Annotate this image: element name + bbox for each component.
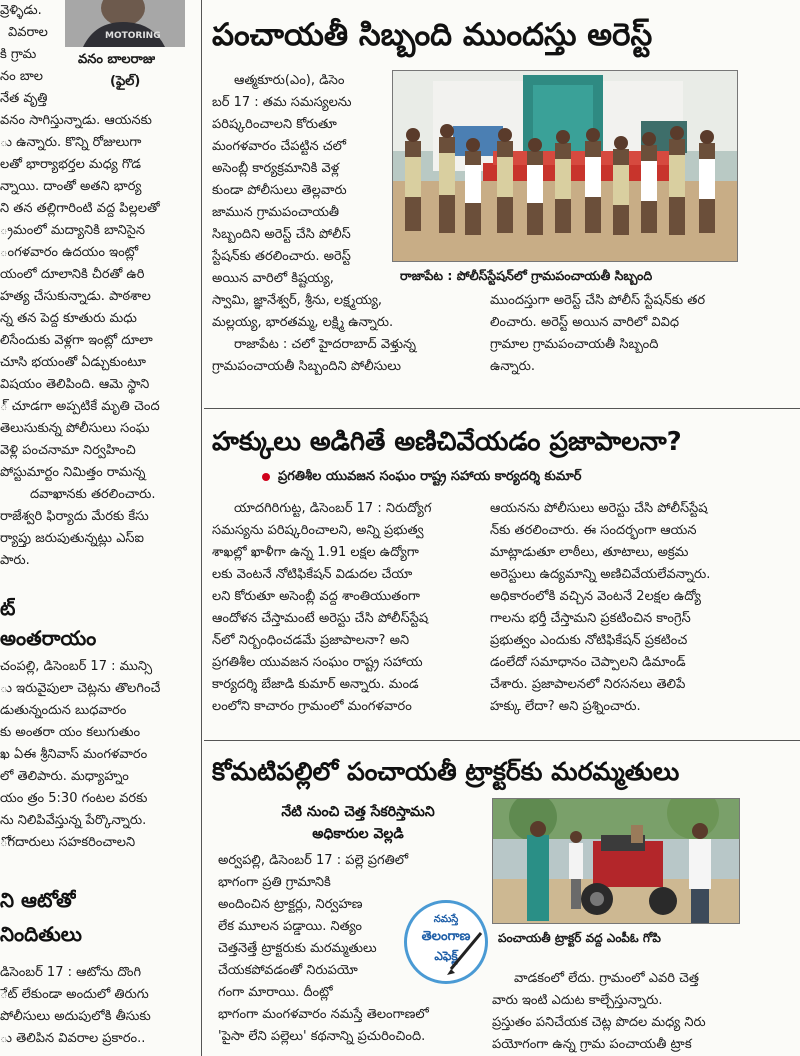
text-line: నేత వృత్తి [0, 91, 48, 106]
story1-body [212, 70, 386, 268]
text-line: లేక మూలన పడ్డాయి. నిత్యం [218, 919, 362, 934]
text-line: సిబ్బందిని అరెస్ట్ చేసి పోలీస్ [212, 227, 351, 242]
story1-headline: పంచాయతీ సిబ్బంది ముందస్తు అరెస్ట్ [212, 17, 653, 53]
text-line: ర్యాప్తు జరుపుతున్నట్లు ఎస్ఐ [0, 531, 145, 546]
text-line: వాడకంలో లేదు. గ్రామంలో ఎవరి చెత్త [514, 971, 700, 986]
text-line: మంగళవారం చేపట్టిన చలో [212, 139, 347, 154]
text-line: శాఖల్లో ఖాళీగా ఉన్న 1.91 లక్షల ఉద్యోగా [212, 545, 419, 560]
text-line: వ్రెళ్ళిడు. [0, 3, 42, 18]
text-line: విషయం తెలిపింది. ఆమె స్థాని [0, 377, 150, 392]
text-line: యం త్రం 5:30 గంటల వరకు [0, 791, 148, 806]
bullet-icon [262, 473, 270, 481]
text-line: అధికారంలోకి వచ్చిన వెంటనే 2లక్షల ఉద్యో [490, 589, 702, 604]
left-sub-heading-1: ట్ [0, 596, 16, 620]
text-line: లించారు. అరెస్ట్ అయిన వారిలో వివిధ [490, 315, 680, 330]
text-line: స్వామి, జ్ఞానేశ్వర్, శ్రీను, లక్ష్మయ్య, [212, 293, 383, 308]
text-line: ఆయనను పోలీసులు అరెస్టు చేసి పోలీస్‌స్టేష [490, 501, 708, 516]
text-line: ు ఉన్నారు. కొన్ని రోజులుగా [0, 135, 142, 150]
thumb-caption-name: వనం బాలరాజు [78, 52, 156, 67]
text-line: హత్య చేసుకున్నాడు. పాఠశాల [0, 289, 151, 304]
text-line: అయిన వారిలో కిష్టయ్య, [212, 271, 334, 286]
text-line: అరెస్టులు ఉద్యమాన్ని అణిచివేయలేవన్నారు. [490, 567, 711, 582]
text-line: చేశారు. ప్రజాపాలనలో నిరసనలు తెలిపే [490, 677, 686, 692]
story2-col-right [490, 498, 740, 718]
text-line: గంగా మారాయి. దీంట్లో [218, 985, 333, 1000]
text-line: పరిష్కరించాలని కోరుతూ [212, 117, 337, 132]
text-line: ఆందోళన చేస్తామంటే అరెస్టు చేసి పోలీస్‌స్టేష [212, 611, 429, 626]
shirt-text: MOTORING [105, 31, 161, 41]
text-line: వారు ఇంటి ఎదుట కాల్చేస్తున్నారు. [492, 993, 663, 1008]
text-line: గాలను భర్తీ చేస్తామని ప్రకటించిన కాంగ్రెస్ [490, 611, 691, 626]
text-line: ు తెలిపిన వివరాల ప్రకారం.. [0, 1031, 146, 1046]
text-line: ముందస్తుగా అరెస్ట్ చేసి పోలీస్ స్టేషన్‌కు తర [490, 293, 706, 308]
thumb-caption-tag: (ఫైల్) [110, 74, 141, 89]
text-line: చంపల్లి, డిసెంబర్ 17 : మున్సి [0, 659, 153, 674]
text-line: నం బాల [0, 69, 44, 84]
text-line: జామున గ్రామపంచాయతీ [212, 205, 340, 220]
text-line: లిసేందుకు వెళ్లగా ఇంట్లో దూలా [0, 333, 153, 348]
text-line: ్రమంలో మద్యానికి బానిసైన [0, 223, 146, 238]
text-line: డిసెంబర్ 17 : ఆటోను దొంగి [0, 965, 142, 980]
text-line: చేయకపోవడంతో నిరుపయో [218, 963, 358, 978]
text-line: లకు వెంటనే నోటిఫికేషన్ విడుదల చేయా [212, 567, 413, 582]
story1-photo-caption: రాజాపేట : పోలీస్‌స్టేషన్‌లో గ్రామపంచాయతీ సిబ్బంది [400, 268, 653, 283]
text-line: ఖ ఏఈ శ్రీనివాస్ మంగళవారం [0, 747, 148, 762]
text-line: 'పైసా లేని పల్లెలు' కథనాన్ని ప్రచురించింది. [218, 1029, 426, 1044]
text-line: చెత్తనెత్తే ట్రాక్టరుకు మరమ్మతులు [218, 941, 377, 956]
text-line: పోలీసులు అదుపులోకి తీసుకు [0, 1009, 151, 1024]
left-top-text [0, 110, 190, 572]
column-divider [201, 0, 202, 1056]
text-line: స్టేషన్‌కు తరలించారు. అరెస్ట్ [212, 249, 351, 264]
text-line: కుండా పోలీసులు తెల్లవారు [212, 183, 347, 198]
story-divider-1 [204, 408, 800, 409]
text-line: భాగంగా మంగళవారం నమస్తే తెలంగాణలో [218, 1007, 429, 1022]
text-line: అర్వపల్లి, డిసెంబర్ 17 : పల్లె ప్రగతిలో [218, 853, 409, 868]
stamp-line-3: ఎఫెక్ట్ [434, 949, 458, 963]
text-line: గ్రామాల గ్రామపంచాయతీ సిబ్బంది [490, 337, 659, 352]
story3-col-right [492, 968, 742, 1056]
text-line: డుతున్నందున బుధవారం [0, 703, 127, 718]
text-line: ేట్ లేకుండా అందులో తిరుగు [0, 987, 149, 1002]
text-line: భాగంగా ప్రతి గ్రామానికి [218, 875, 331, 890]
text-line: ఆత్మకూరు(ఎం), డిసెం [234, 73, 345, 88]
left-bottom-text [0, 962, 190, 1050]
text-line: గ్రామపంచాయతీ సిబ్బందిని పోలీసులు [212, 359, 401, 374]
left-heading-3-line2: నిందితులు [0, 922, 82, 946]
effect-stamp [404, 900, 488, 984]
text-line: యాదగిరిగుట్ట, డిసెంబర్ 17 : నిరుద్యోగ [234, 501, 432, 516]
story1-col-right [490, 290, 740, 378]
text-line: ను నిలిపివేస్తున్న పేర్కొన్నారు. [0, 813, 147, 828]
text-line: మల్లయ్య, భారతమ్మ, లక్ష్మి ఉన్నారు. [212, 315, 394, 330]
pen-icon [407, 903, 488, 984]
text-line: ్ చూడగా అప్పటికే మృతి చెంద [0, 399, 160, 414]
text-line: వివరాల [8, 25, 48, 40]
story3-subhead-line1: నేటి నుంచి చెత్త సేకరిస్తామని [281, 804, 435, 820]
text-line: న్‌లో నిర్బంధించడమే ప్రజాపాలనా? అని [212, 633, 410, 648]
story3-photo [492, 798, 740, 924]
text-line: అందించిన ట్రాక్టర్లు, నిర్వహణ [218, 897, 363, 912]
text-line: కార్యదర్శి బేజాడి కుమార్ అన్నారు. మండ [212, 677, 419, 692]
text-line: చూసి భయంతో ఏడ్చుకుంటూ [0, 355, 146, 370]
text-line: లతో భార్యాభర్తల మధ్య గొడ [0, 157, 141, 172]
text-line: ప్రభుత్వం ఎందుకు నోటిఫికేషన్ ప్రకటించ [490, 633, 688, 648]
left-sub-heading-2: అంతరాయం [0, 626, 97, 650]
text-line: పోస్టుమార్టం నిమిత్తం రామన్న [0, 465, 146, 480]
story2-subhead [262, 466, 782, 488]
text-line: వెళ్లి పంచనామా నిర్వహించి [0, 443, 136, 458]
text-line: ు ఇరువైపులా చెట్లను తొలగించే [0, 681, 161, 696]
text-line: ప్రగతిశీల యువజన సంఘం రాష్ట్ర సహాయ [212, 655, 423, 670]
story3-headline: కోమటిపల్లిలో పంచాయతీ ట్రాక్టర్‌కు మరమ్మతులు [212, 757, 680, 786]
stamp-line-1: నమస్తే [433, 914, 459, 925]
text-line: యంలో దూలానికి చీరతో ఉరి [0, 267, 145, 282]
text-line: పయోగంగా ఉన్న గ్రామ పంచాయతీ ట్రాక [492, 1037, 692, 1052]
story1-photo [392, 70, 738, 262]
left-mid-text [0, 656, 190, 854]
story-divider-2 [204, 740, 800, 741]
left-top-text-narrow [0, 0, 64, 110]
text-line: తెలుసుకున్న పోలీసులు సంఘ [0, 421, 150, 436]
story3-photo-caption: పంచాయతీ ట్రాక్టర్ వద్ద ఎంపీఓ గోపి [498, 931, 661, 945]
text-line: లో తెలిపారు. మధ్యాహ్నం [0, 769, 129, 784]
text-line: కి గ్రామ [0, 47, 37, 62]
story2-subhead-text: ప్రగతిశీల యువజన సంఘం రాష్ట్ర సహాయ కార్యదర్శి కుమార్ [278, 469, 582, 484]
story1-col-left [212, 268, 484, 378]
story2-col-left [212, 498, 482, 718]
text-line: ంగళవారం ఉదయం ఇంట్లో [0, 245, 139, 260]
text-line: డంలేదో సమాధానం చెప్పాలని డిమాండ్ [490, 655, 686, 670]
text-line: లంలోని కాచారం గ్రామంలో మంగళవారం [212, 699, 412, 714]
text-line: కు అంతరా యం కలుగుతుం [0, 725, 141, 740]
text-line: రాజాపేట : చలో హైదరాబాద్ వెళ్తున్న [234, 337, 416, 352]
text-line: దవాఖానకు తరలించారు. [30, 487, 156, 502]
story2-headline: హక్కులు అడిగితే అణిచివేయడం ప్రజాపాలనా? [212, 427, 682, 457]
text-line: బర్ 17 : తమ సమస్యలను [212, 95, 352, 110]
text-line: సమస్యను పరిష్కరించాలని, అన్ని ప్రభుత్వ [212, 523, 424, 538]
text-line: హక్కు లేదా? అని ప్రశ్నించారు. [490, 699, 641, 714]
text-line: న్నాయి. దాంతో అతని భార్య [0, 179, 142, 194]
text-line: మాట్లాడుతూ లాఠీలు, తూటాలు, అక్రమ [490, 545, 689, 560]
text-line: ఉన్నారు. [490, 359, 535, 374]
text-line: ప్రస్తుతం పనిచేయక చెట్ల పొదల మధ్య నిరు [492, 1015, 706, 1030]
thumbnail-photo [65, 0, 185, 47]
text-line: వనం సాగిస్తున్నాడు. ఆయనకు [0, 113, 152, 128]
text-line: న్‌కు తరలించారు. ఈ సందర్భంగా ఆయన [490, 523, 697, 538]
story3-subhead-line2: అధికారుల వెల్లడి [312, 826, 404, 842]
text-line: పారు. [0, 553, 30, 568]
text-line: అసెంబ్లీ కార్యక్రమానికి వెళ్ల [212, 161, 340, 176]
stamp-line-2: తెలంగాణ [421, 929, 471, 944]
left-heading-3-line1: ని ఆటోతో [0, 888, 76, 912]
text-line: ని తన తల్లిగారింటి వద్ద పిల్లలతో [0, 201, 160, 216]
text-line: ోగదారులు సహకరించాలని [0, 835, 136, 850]
text-line: లని కోరుతూ అసెంబ్లీ వద్ద శాంతియుతంగా [212, 589, 420, 604]
left-column [0, 0, 192, 1056]
text-line: రాజేశ్వరి ఫిర్యాదు మేరకు కేసు [0, 509, 149, 524]
text-line: న్న తన పెద్ద కూతురు మధు [0, 311, 137, 326]
